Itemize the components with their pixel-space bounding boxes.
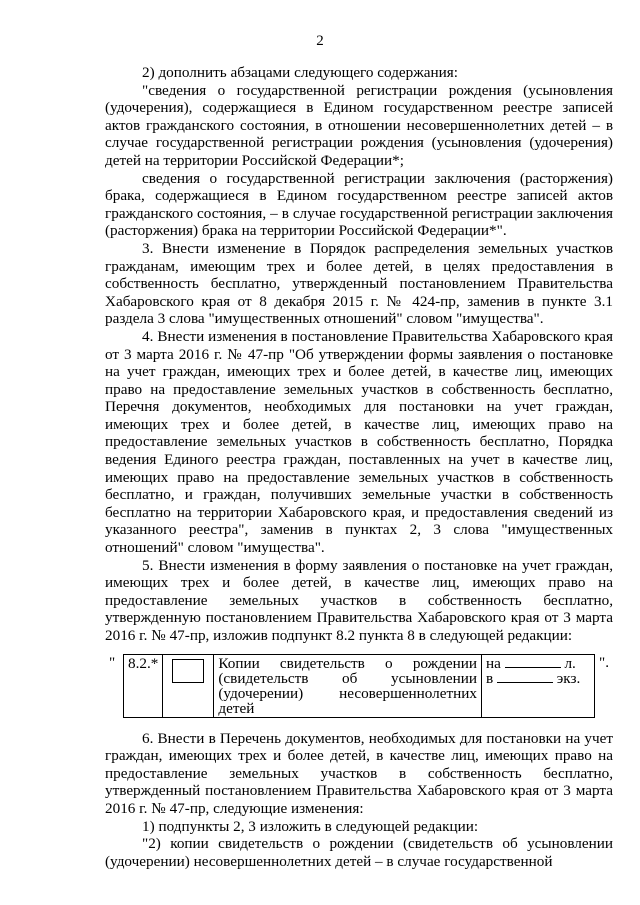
quantity-cell bbox=[482, 654, 595, 717]
description-line: (свидетельств об усыновлении bbox=[218, 669, 477, 687]
blank-underline bbox=[497, 671, 553, 683]
table-row bbox=[105, 654, 613, 717]
checkbox-square bbox=[172, 659, 204, 683]
page-number: 2 bbox=[316, 33, 324, 49]
blank-underline bbox=[505, 656, 561, 668]
description-line: Копии свидетельств о рождении bbox=[218, 654, 477, 672]
close-quote: ". bbox=[599, 654, 609, 672]
paragraph: 6. Внести в Перечень документов, необходимых для постановки на учет граждан, имеющих трех и более детей, в качестве лиц, имеющих право на предоставление земельных участков в собственность бесплатно, утвержденный постановлением Правительства Хабаровского края от 3 марта 2016 г. № 47-пр, следующие изменения: bbox=[105, 729, 613, 817]
paragraph: 2) дополнить абзацами следующего содержания: bbox=[142, 64, 458, 81]
sheets-suffix: л. bbox=[564, 654, 576, 672]
document-body bbox=[105, 64, 613, 870]
copies-line bbox=[486, 671, 590, 686]
form-table bbox=[105, 654, 613, 718]
open-quote: " bbox=[109, 654, 116, 672]
paragraph: "сведения о государственной регистрации рождения (усыновления (удочерения), содержащиеся в Едином государственном реестре записей актов гражданского состояния, в отношении несовершеннолетних детей – в случае государственной регистрации рождения (усыновления (удочерения) детей на территории Российской Федерации*; bbox=[105, 81, 613, 169]
description-line: (удочерении) несовершеннолетних детей bbox=[218, 684, 477, 717]
item-description bbox=[214, 654, 482, 717]
paragraph: 3. Внести изменение в Порядок распределения земельных участков гражданам, имеющим трех и более детей, в целях предоставления в собственность бесплатно, утвержденный постановлением Правительства Хабаровского края от 8 декабря 2015 г. № 424-пр, заменив в пункте 3.1 раздела 3 слова "имущественных отношений" словом "имущества". bbox=[105, 239, 613, 328]
copies-prefix: в bbox=[486, 669, 494, 687]
paragraph: 5. Внести изменения в форму заявления о постановке на учет граждан, имеющих трех и более детей, в качестве лиц, имеющих право на предоставление земельных участков в собственность бесплатно, утвержденную постановлением Правительства Хабаровского края от 3 марта 2016 г. № 47-пр, изложив подпункт 8.2 пункта 8 в следующей редакции: bbox=[105, 556, 613, 644]
paragraph: "2) копии свидетельств о рождении (свидетельств об усыновлении (удочерении) несовершеннолетних детей – в случае государственной bbox=[105, 835, 613, 870]
sheets-line bbox=[486, 656, 590, 671]
paragraph: 4. Внести изменения в постановление Правительства Хабаровского края от 3 марта 2016 г. № 47-пр "Об утверждении формы заявления о постановке на учет граждан, имеющих трех и более детей, в качестве лиц, имеющих право на предоставление земельных участков в собственность бесплатно, Перечня документов, необходимых для постановки на учет граждан, имеющих трех и более детей, в качестве лиц, имеющих право на предоставление земельных участков в собственность бесплатно, Порядка ведения Единого реестра граждан, поставленных на учет в качестве лиц, имеющих право на предоставление земельных участков в собственность бесплатно, и граждан, получивших земельные участки в собственность бесплатно на территории Хабаровского края, и предоставления сведений из указанного реестра", заменив в пунктах 2, 3 слова "имущественных отношений" словом "имущества". bbox=[105, 327, 613, 557]
copies-suffix: экз. bbox=[556, 669, 581, 687]
sheets-prefix: на bbox=[486, 654, 501, 672]
item-number: 8.2.* bbox=[124, 654, 163, 717]
checkbox-cell bbox=[163, 654, 214, 717]
paragraph: сведения о государственной регистрации заключения (расторжения) брака, содержащиеся в Едином государственном реестре записей актов гражданского состояния, – в случае государственной регистрации заключения (расторжения) брака на территории Российской Федерации*". bbox=[105, 169, 613, 240]
paragraph: 1) подпункты 2, 3 изложить в следующей редакции: bbox=[142, 817, 479, 835]
